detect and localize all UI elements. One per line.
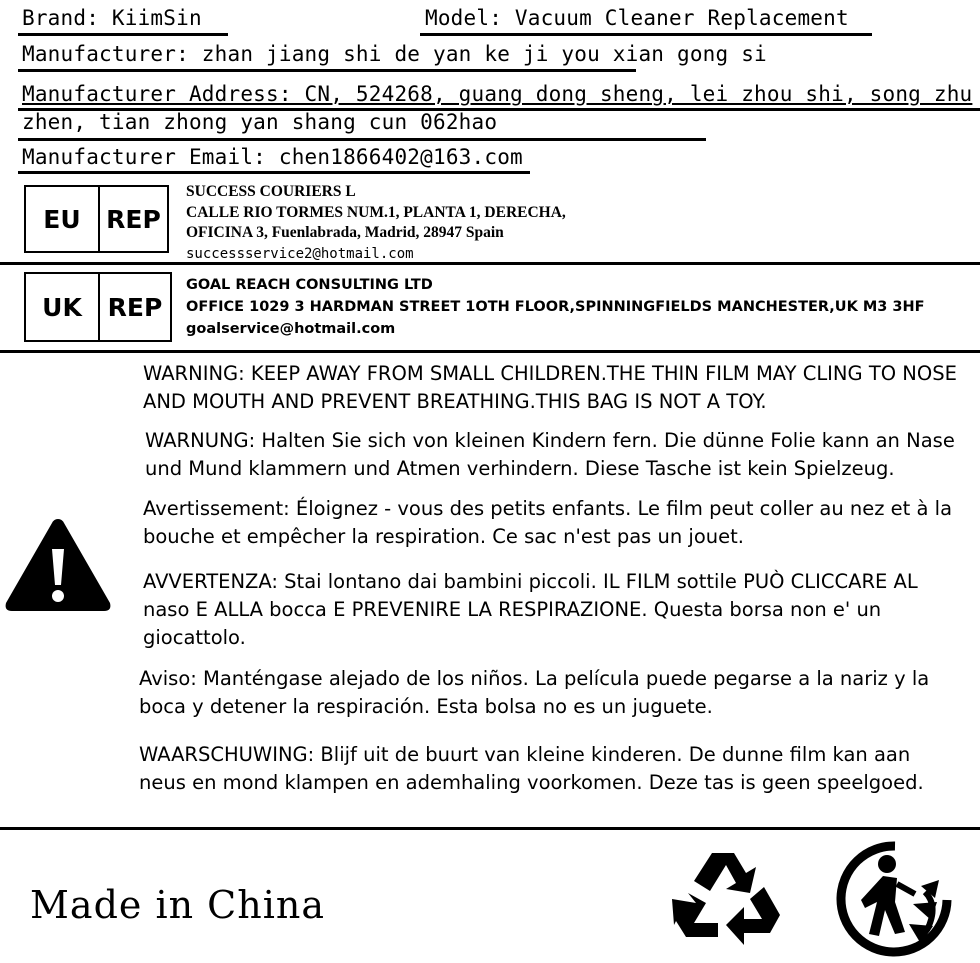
eu-rep-company: SUCCESS COURIERS L bbox=[186, 183, 356, 200]
eu-rep-badge bbox=[24, 185, 169, 253]
brand-underline bbox=[18, 33, 228, 36]
uk-badge-rep: REP bbox=[107, 292, 163, 322]
eu-rep-email: successservice2@hotmail.com bbox=[186, 245, 414, 262]
model-underline bbox=[420, 33, 872, 36]
address-line-1: Manufacturer Address: CN, 524268, guang dong sheng, lei zhou shi, song zhu bbox=[22, 82, 973, 106]
eu-divider bbox=[0, 262, 980, 265]
uk-rep-street: OFFICE 1029 3 HARDMAN STREET 1OTH FLOOR,SPINNINGFIELDS MANCHESTER,UK M3 3HF bbox=[186, 299, 925, 315]
warning-text-de: WARNUNG: Halten Sie sich von kleinen Kindern fern. Die dünne Folie kann an Nase und Mund klammern und Atmen verhindern. Diese Tasche ist kein Spielzeug. bbox=[145, 429, 955, 480]
model-label: Model: Vacuum Cleaner Replacement bbox=[425, 6, 849, 30]
warning-text-es: Aviso: Manténgase alejado de los niños. La película puede pegarse a la nariz y la boca y detener la respiración. Esta bolsa no es un juguete. bbox=[139, 667, 930, 718]
warning-text-en: WARNING: KEEP AWAY FROM SMALL CHILDREN.THE THIN FILM MAY CLING TO NOSE AND MOUTH AND PREVENT BREATHING.THIS BAG IS NOT A TOY. bbox=[143, 362, 957, 413]
warning-text-fr: Avertissement: Éloignez - vous des petits enfants. Le film peut coller au nez et à la bouche et empêcher la respiration. Ce sac n'est pas un jouet. bbox=[143, 497, 953, 548]
warning-divider bbox=[0, 827, 980, 830]
tidyman-icon bbox=[835, 840, 955, 958]
manufacturer-underline bbox=[18, 69, 636, 72]
uk-rep-email: goalservice@hotmail.com bbox=[186, 321, 396, 337]
eu-rep-city: OFICINA 3, Fuenlabrada, Madrid, 28947 Spain bbox=[186, 224, 504, 241]
warning-text-it: AVVERTENZA: Stai lontano dai bambini piccoli. IL FILM sottile PUÒ CLICCARE AL naso E ALLA bocca E PREVENIRE LA RESPIRAZIONE. Questa borsa non e' un giocattolo. bbox=[143, 570, 918, 649]
made-in-label: Made in China bbox=[30, 883, 325, 927]
address-underline bbox=[18, 138, 706, 141]
uk-rep-company: GOAL REACH CONSULTING LTD bbox=[186, 277, 433, 293]
uk-badge-country: UK bbox=[26, 274, 100, 340]
eu-badge-country: EU bbox=[26, 187, 100, 251]
manufacturer-label: Manufacturer: zhan jiang shi de yan ke ji you xian gong si bbox=[22, 42, 767, 66]
eu-rep-address bbox=[186, 182, 566, 264]
eu-badge-rep: REP bbox=[106, 204, 161, 234]
uk-rep-badge bbox=[24, 272, 172, 342]
address-line-2: zhen, tian zhong yan shang cun 062hao bbox=[22, 110, 498, 134]
warning-text-nl: WAARSCHUWING: Blijf uit de buurt van kleine kinderen. De dunne film kan aan neus en mond klampen en ademhaling voorkomen. Deze tas is geen speelgoed. bbox=[139, 743, 924, 794]
recycle-icon bbox=[672, 843, 784, 948]
warning-triangle-icon bbox=[2, 515, 114, 615]
brand-label: Brand: KiimSin bbox=[22, 6, 202, 30]
uk-rep-address bbox=[186, 274, 925, 340]
eu-rep-street: CALLE RIO TORMES NUM.1, PLANTA 1, DERECHA, bbox=[186, 203, 566, 221]
email-underline bbox=[18, 171, 530, 174]
email-label: Manufacturer Email: chen1866402@163.com bbox=[22, 145, 523, 169]
uk-divider bbox=[0, 350, 980, 353]
